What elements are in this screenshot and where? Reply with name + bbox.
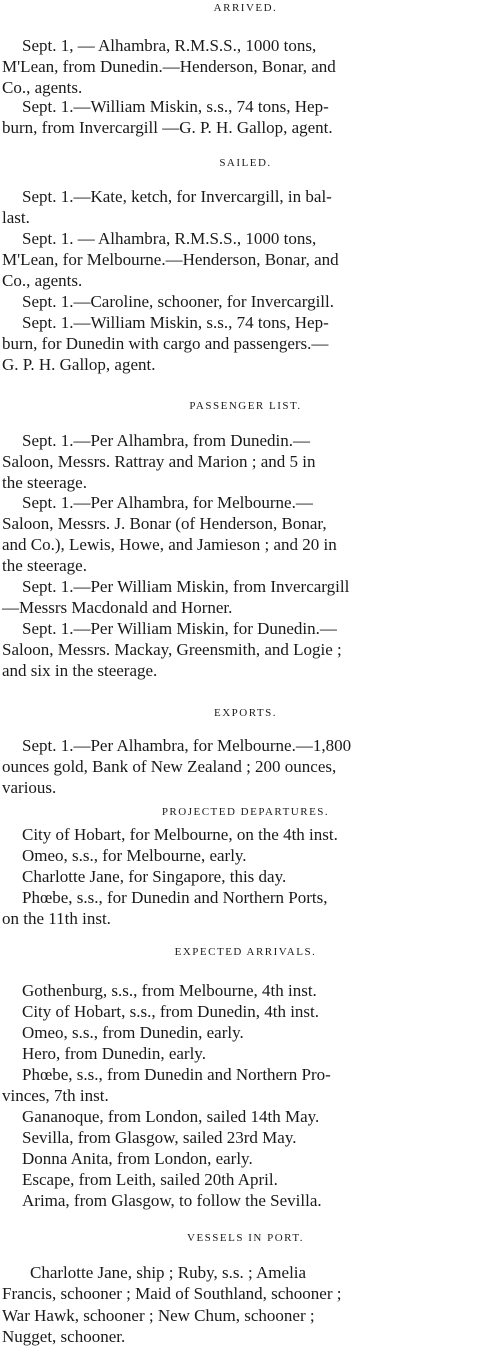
text-line: Sept. 1.—Per William Miskin, for Dunedin.—	[22, 619, 337, 638]
text-line: Donna Anita, from London, early.	[22, 1149, 253, 1168]
text-line: Charlotte Jane, for Singapore, this day.	[22, 867, 287, 886]
text-line: Omeo, s.s., for Melbourne, early.	[22, 846, 247, 865]
heading-exports: EXPORTS.	[214, 707, 277, 719]
text-line: Omeo, s.s., from Dunedin, early.	[22, 1023, 244, 1042]
text-line: Nugget, schooner.	[2, 1327, 126, 1346]
text-line: and Co.), Lewis, Howe, and Jamieson ; and 20 in	[2, 535, 337, 554]
heading-passenger-list: PASSENGER LIST.	[189, 400, 302, 412]
text-line: Sept. 1.—Per Alhambra, for Melbourne.—1,800	[22, 736, 352, 755]
text-line: Co., agents.	[2, 78, 83, 97]
heading-vessels-in-port: VESSELS IN PORT.	[187, 1232, 304, 1244]
text-line: Saloon, Messrs. Rattray and Marion ; and 5 in	[2, 452, 316, 471]
text-line: and six in the steerage.	[2, 661, 158, 680]
text-line: the steerage.	[2, 473, 87, 492]
text-line: Escape, from Leith, sailed 20th April.	[22, 1170, 278, 1189]
text-line: Gothenburg, s.s., from Melbourne, 4th inst.	[22, 981, 317, 1000]
text-line: Sept. 1.—Kate, ketch, for Invercargill, in bal-	[22, 187, 332, 206]
text-line: M'Lean, from Dunedin.—Henderson, Bonar, and	[2, 57, 336, 76]
text-line: Saloon, Messrs. J. Bonar (of Henderson, Bonar,	[2, 514, 327, 533]
text-line: Francis, schooner ; Maid of Southland, schooner ;	[2, 1284, 342, 1303]
text-line: Sept. 1.—Caroline, schooner, for Invercargill.	[22, 292, 335, 311]
heading-sailed: SAILED.	[219, 157, 272, 169]
text-line: Gananoque, from London, sailed 14th May.	[22, 1107, 320, 1126]
heading-projected-departures: PROJECTED DEPARTURES.	[161, 806, 330, 818]
text-line: Sept. 1.—Per Alhambra, from Dunedin.—	[22, 431, 311, 450]
heading-expected-arrivals: EXPECTED ARRIVALS.	[174, 946, 317, 958]
heading-arrived: ARRIVED.	[213, 2, 278, 14]
text-line: vinces, 7th inst.	[2, 1086, 109, 1105]
text-line: burn, for Dunedin with cargo and passengers.—	[2, 334, 329, 353]
text-line: Saloon, Messrs. Mackay, Greensmith, and Logie ;	[2, 640, 342, 659]
text-line: War Hawk, schooner ; New Chum, schooner ;	[2, 1306, 315, 1325]
text-line: City of Hobart, s.s., from Dunedin, 4th inst.	[22, 1002, 320, 1021]
text-line: burn, from Invercargill —G. P. H. Gallop, agent.	[2, 118, 333, 137]
text-line: M'Lean, for Melbourne.—Henderson, Bonar, and	[2, 250, 339, 269]
text-line: Sept. 1.—William Miskin, s.s., 74 tons, Hep-	[22, 313, 329, 332]
text-line: on the 11th inst.	[2, 909, 111, 928]
text-line: Phœbe, s.s., from Dunedin and Northern Pro-	[22, 1065, 331, 1084]
text-line: the steerage.	[2, 556, 87, 575]
text-line: G. P. H. Gallop, agent.	[2, 355, 156, 374]
text-line: ounces gold, Bank of New Zealand ; 200 ounces,	[2, 757, 337, 776]
text-line: Arima, from Glasgow, to follow the Sevilla.	[22, 1191, 322, 1210]
text-line: Sept. 1.—Per Alhambra, for Melbourne.—	[22, 493, 313, 512]
text-line: Sept. 1, — Alhambra, R.M.S.S., 1000 tons,	[22, 36, 317, 55]
text-line: Charlotte Jane, ship ; Ruby, s.s. ; Amelia	[30, 1263, 307, 1282]
text-line: Sept. 1.—Per William Miskin, from Invercargill	[22, 577, 350, 596]
text-line: Hero, from Dunedin, early.	[22, 1044, 206, 1063]
text-line: last.	[2, 208, 30, 227]
text-line: Sevilla, from Glasgow, sailed 23rd May.	[22, 1128, 297, 1147]
text-line: various.	[2, 778, 57, 797]
text-line: —Messrs Macdonald and Horner.	[2, 598, 233, 617]
text-line: Sept. 1. — Alhambra, R.M.S.S., 1000 tons,	[22, 229, 317, 248]
text-line: Co., agents.	[2, 271, 83, 290]
text-line: Sept. 1.—William Miskin, s.s., 74 tons, Hep-	[22, 97, 329, 116]
text-line: City of Hobart, for Melbourne, on the 4th inst.	[22, 825, 338, 844]
text-line: Phœbe, s.s., for Dunedin and Northern Ports,	[22, 888, 328, 907]
